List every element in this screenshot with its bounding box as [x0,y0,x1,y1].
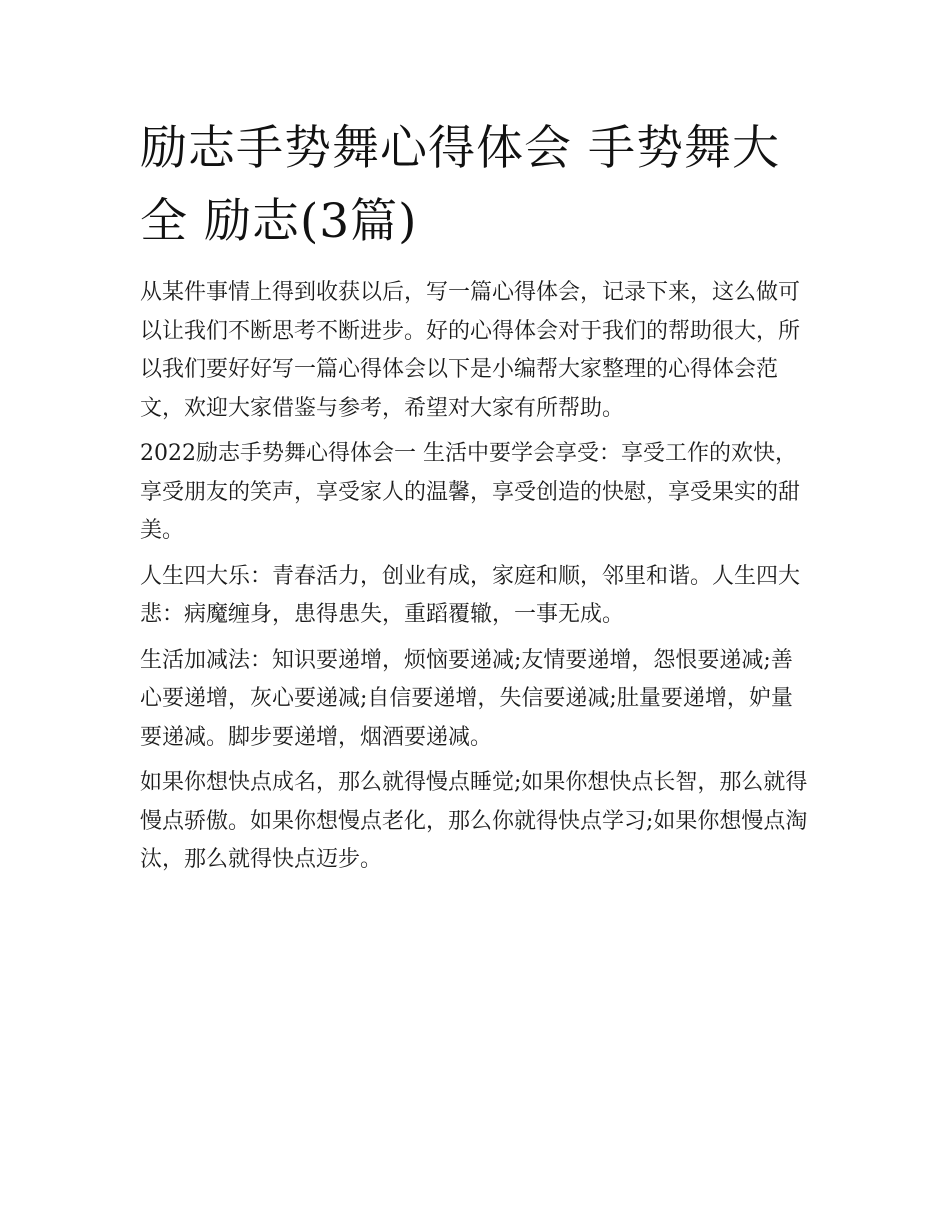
document-content [140,112,812,887]
paragraph-four-joys: 人生四大乐：青春活力，创业有成，家庭和顺，邻里和谐。人生四大悲：病魔缠身，患得患失，重蹈覆辙，一事无成。 [140,563,801,627]
paragraph-enjoy-life: 2022励志手势舞心得体会一 生活中要学会享受：享受工作的欢快，享受朋友的笑声，享受家人的温馨，享受创造的快慰，享受果实的甜美。 [140,441,801,543]
document-body [140,274,812,880]
paragraph-fast-slow: 如果你想快点成名，那么就得慢点睡觉;如果你想快点长智，那么就得慢点骄傲。如果你想慢点老化，那么你就得快点学习;如果你想慢点淘汰，那么就得快点迈步。 [140,770,808,872]
paragraph-add-subtract: 生活加减法：知识要递增，烦恼要递减;友情要递增，怨恨要递减;善心要递增，灰心要递减;自信要递增，失信要递减;肚量要递增，妒量要递减。脚步要递增，烟酒要递减。 [140,647,793,750]
paragraph-intro: 从某件事情上得到收获以后，写一篇心得体会，记录下来，这么做可以让我们不断思考不断进步。好的心得体会对于我们的帮助很大，所以我们要好好写一篇心得体会以下是小编帮大家整理的心得体会范文，欢迎大家借鉴与参考，希望对大家有所帮助。 [140,280,801,421]
document-title: 励志手势舞心得体会 手势舞大全 励志(3篇) [140,121,780,249]
